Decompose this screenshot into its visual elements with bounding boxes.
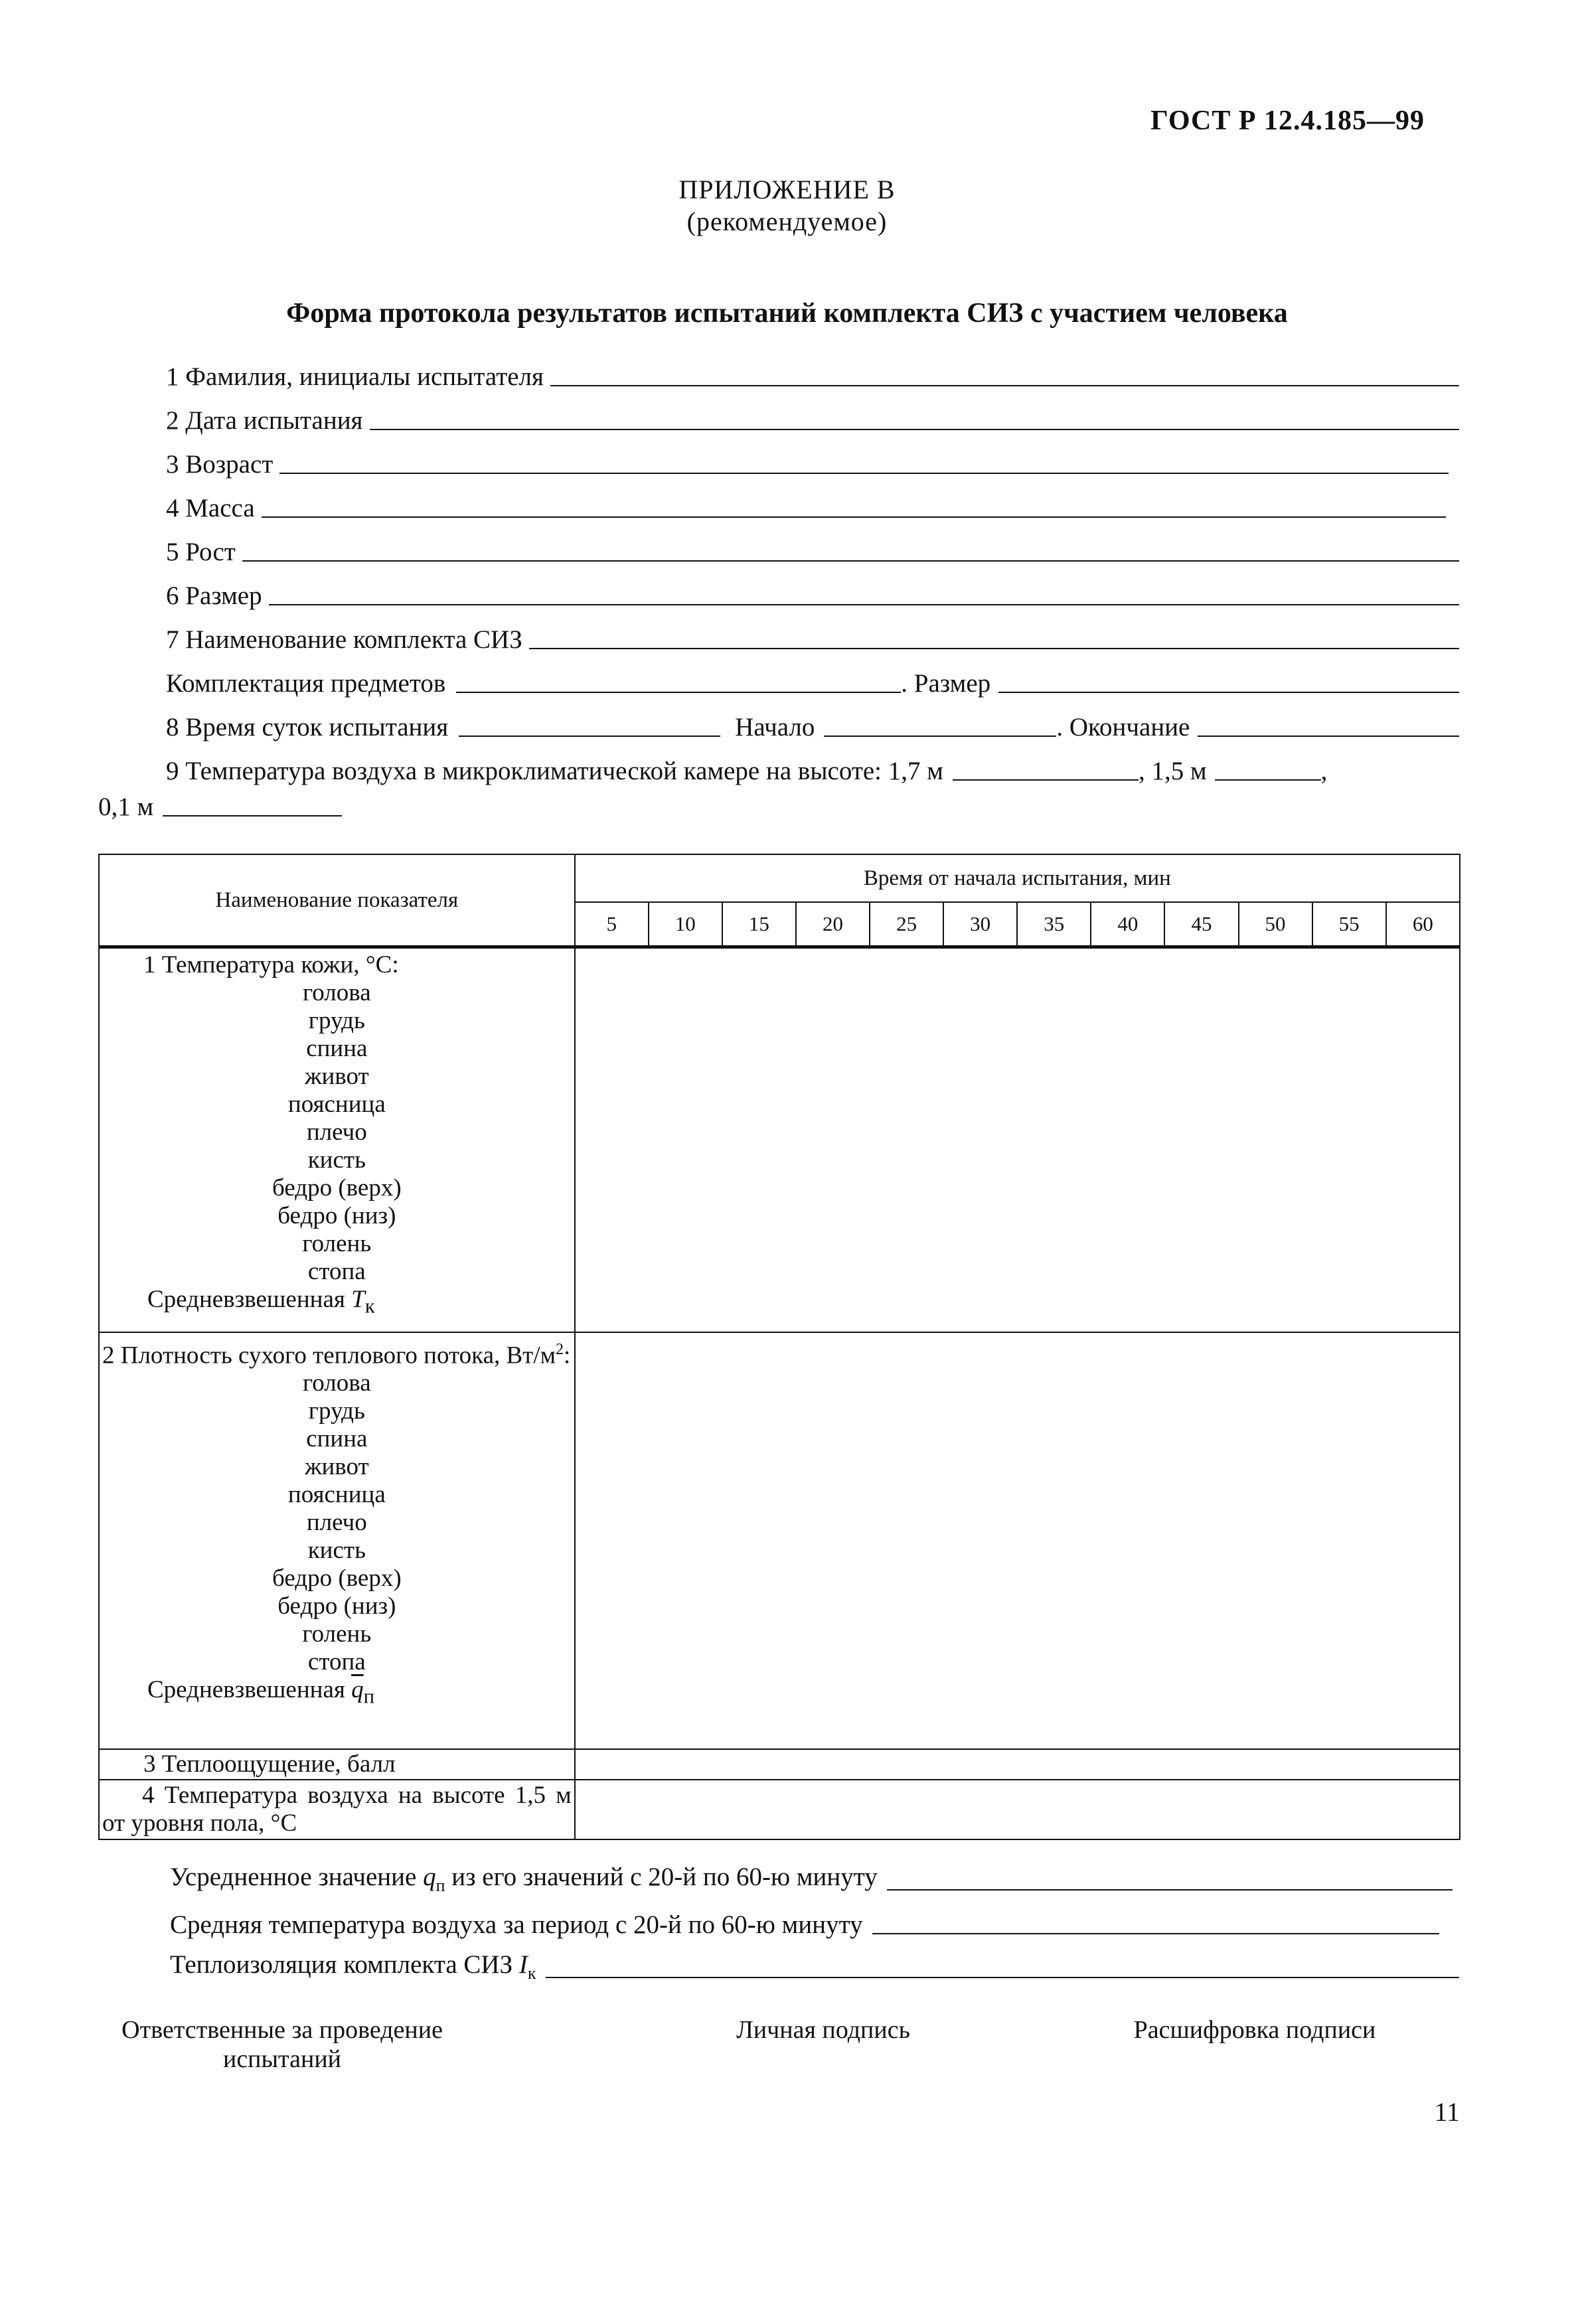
field-mass: 4 Масса — [166, 490, 1446, 523]
field-air-temp-01: 0,1 м — [98, 789, 377, 822]
row-air-temperature: 4 Температура воздуха на высоте 1,5 м от уровня пола, °С — [99, 1780, 575, 1839]
body-part: поясница — [287, 1091, 386, 1118]
time-tick: 45 — [1164, 902, 1238, 947]
field-tester-name: 1 Фамилия, инициалы испытателя — [166, 358, 1459, 392]
field-age: 3 Возраст — [166, 446, 1449, 479]
fill-line[interactable] — [456, 692, 901, 693]
body-part: бедро (верх) — [272, 1564, 402, 1592]
signature-decoding: Расшифровка подписи — [1133, 2016, 1376, 2044]
body-part: спина — [306, 1035, 368, 1062]
time-tick: 60 — [1386, 902, 1460, 947]
fill-line[interactable] — [824, 736, 1056, 737]
field-kit-items: Комплектация предметов . Размер — [166, 665, 1459, 698]
weighted-average-flux: Средневзвешенная $\overline{q}_п$ — [147, 1675, 375, 1708]
body-part: бедро (низ) — [277, 1592, 396, 1620]
row-heat-sensation: 3 Теплоощущение, балл — [99, 1749, 575, 1780]
body-part: живот — [304, 1452, 369, 1480]
fill-line[interactable] — [1215, 779, 1321, 781]
heat-flux-title: 2 Плотность сухого теплового потока, $Вт/м^2$: — [102, 1340, 571, 1369]
fill-line[interactable] — [459, 736, 720, 737]
fill-line[interactable] — [279, 473, 1449, 474]
time-tick: 20 — [796, 902, 870, 947]
body-part: плечо — [306, 1119, 367, 1146]
page-number: 11 — [1434, 2097, 1460, 2127]
body-part: голень — [302, 1230, 372, 1257]
body-part: голень — [302, 1620, 372, 1648]
time-tick: 15 — [722, 902, 796, 947]
time-tick: 50 — [1239, 902, 1312, 947]
responsible-persons: Ответственные за проведение испытаний — [121, 2016, 443, 2073]
skin-temp-title: 1 Температура кожи, °С: — [143, 951, 399, 978]
fill-line[interactable] — [872, 1933, 1439, 1934]
fill-line[interactable] — [998, 692, 1459, 693]
field-average-flux: Усредненное значение $q_п$ из его значений с 20-й по 60-ю минуту — [170, 1863, 1453, 1896]
time-tick: 35 — [1017, 902, 1091, 947]
fill-line[interactable] — [1198, 736, 1459, 737]
field-test-date: 2 Дата испытания — [166, 402, 1459, 435]
body-part: бедро (верх) — [272, 1174, 402, 1201]
body-part: стопа — [307, 1648, 366, 1675]
col-indicator-header: Наименование показателя — [99, 854, 575, 947]
fill-line[interactable] — [269, 604, 1459, 605]
row-heat-flux — [99, 1332, 575, 1749]
field-size: 6 Размер — [166, 578, 1459, 611]
personal-signature: Личная подпись — [736, 2016, 910, 2044]
body-part: грудь — [308, 1397, 365, 1425]
fill-line[interactable] — [887, 1889, 1453, 1891]
body-part: плечо — [306, 1508, 367, 1536]
body-part: спина — [306, 1425, 368, 1452]
time-tick: 40 — [1091, 902, 1164, 947]
appendix-heading — [0, 174, 1574, 238]
body-part: голова — [303, 1369, 371, 1397]
body-part: живот — [304, 1063, 369, 1090]
body-part: кисть — [307, 1146, 366, 1174]
fill-line[interactable] — [262, 516, 1446, 518]
time-tick: 25 — [870, 902, 943, 947]
time-tick: 5 — [575, 902, 649, 947]
results-table — [98, 854, 1460, 1840]
fill-line[interactable] — [953, 779, 1139, 781]
body-part: голова — [303, 979, 371, 1006]
data-area-sensation[interactable] — [575, 1749, 1460, 1780]
col-time-header: Время от начала испытания, мин — [575, 854, 1460, 902]
document-code: ГОСТ Р 12.4.185—99 — [1150, 106, 1425, 136]
body-part: поясница — [287, 1480, 386, 1508]
fill-line[interactable] — [163, 815, 342, 816]
weighted-average-skin: Средневзвешенная $T_к$ — [147, 1286, 375, 1318]
fill-line[interactable] — [529, 648, 1459, 649]
field-thermal-insulation: Теплоизоляция комплекта СИЗ $I_к$ — [170, 1950, 1459, 1983]
field-kit-name: 7 Наименование комплекта СИЗ — [166, 621, 1459, 655]
body-part: кисть — [307, 1536, 366, 1564]
appendix-subtitle: (рекомендуемое) — [686, 206, 888, 236]
data-area-air-temp[interactable] — [575, 1780, 1460, 1839]
fill-line[interactable] — [242, 560, 1459, 562]
body-part: стопа — [307, 1258, 366, 1285]
fill-line[interactable] — [370, 429, 1460, 430]
body-part: грудь — [308, 1007, 365, 1034]
time-tick: 30 — [943, 902, 1017, 947]
data-area-flux[interactable] — [575, 1332, 1460, 1749]
time-tick: 55 — [1312, 902, 1386, 947]
row-skin-temperature — [99, 947, 575, 1332]
field-height: 5 Рост — [166, 534, 1459, 567]
body-part: бедро (низ) — [277, 1202, 396, 1229]
form-title: Форма протокола результатов испытаний комплекта СИЗ с участием человека — [286, 298, 1288, 329]
data-area-skin[interactable] — [575, 947, 1460, 1332]
fill-line[interactable] — [550, 385, 1459, 386]
appendix-title: ПРИЛОЖЕНИЕ В — [678, 175, 896, 204]
fill-line[interactable] — [546, 1977, 1459, 1978]
field-average-air-temp: Средняя температура воздуха за период с 20-й по 60-ю минуту — [170, 1906, 1439, 1940]
field-air-temp: 9 Температура воздуха в микроклиматической камере на высоте: 1,7 м , 1,5 м , — [166, 757, 1328, 785]
time-tick: 10 — [649, 902, 722, 947]
field-time-of-day: 8 Время суток испытания Начало . Окончание — [166, 709, 1459, 742]
